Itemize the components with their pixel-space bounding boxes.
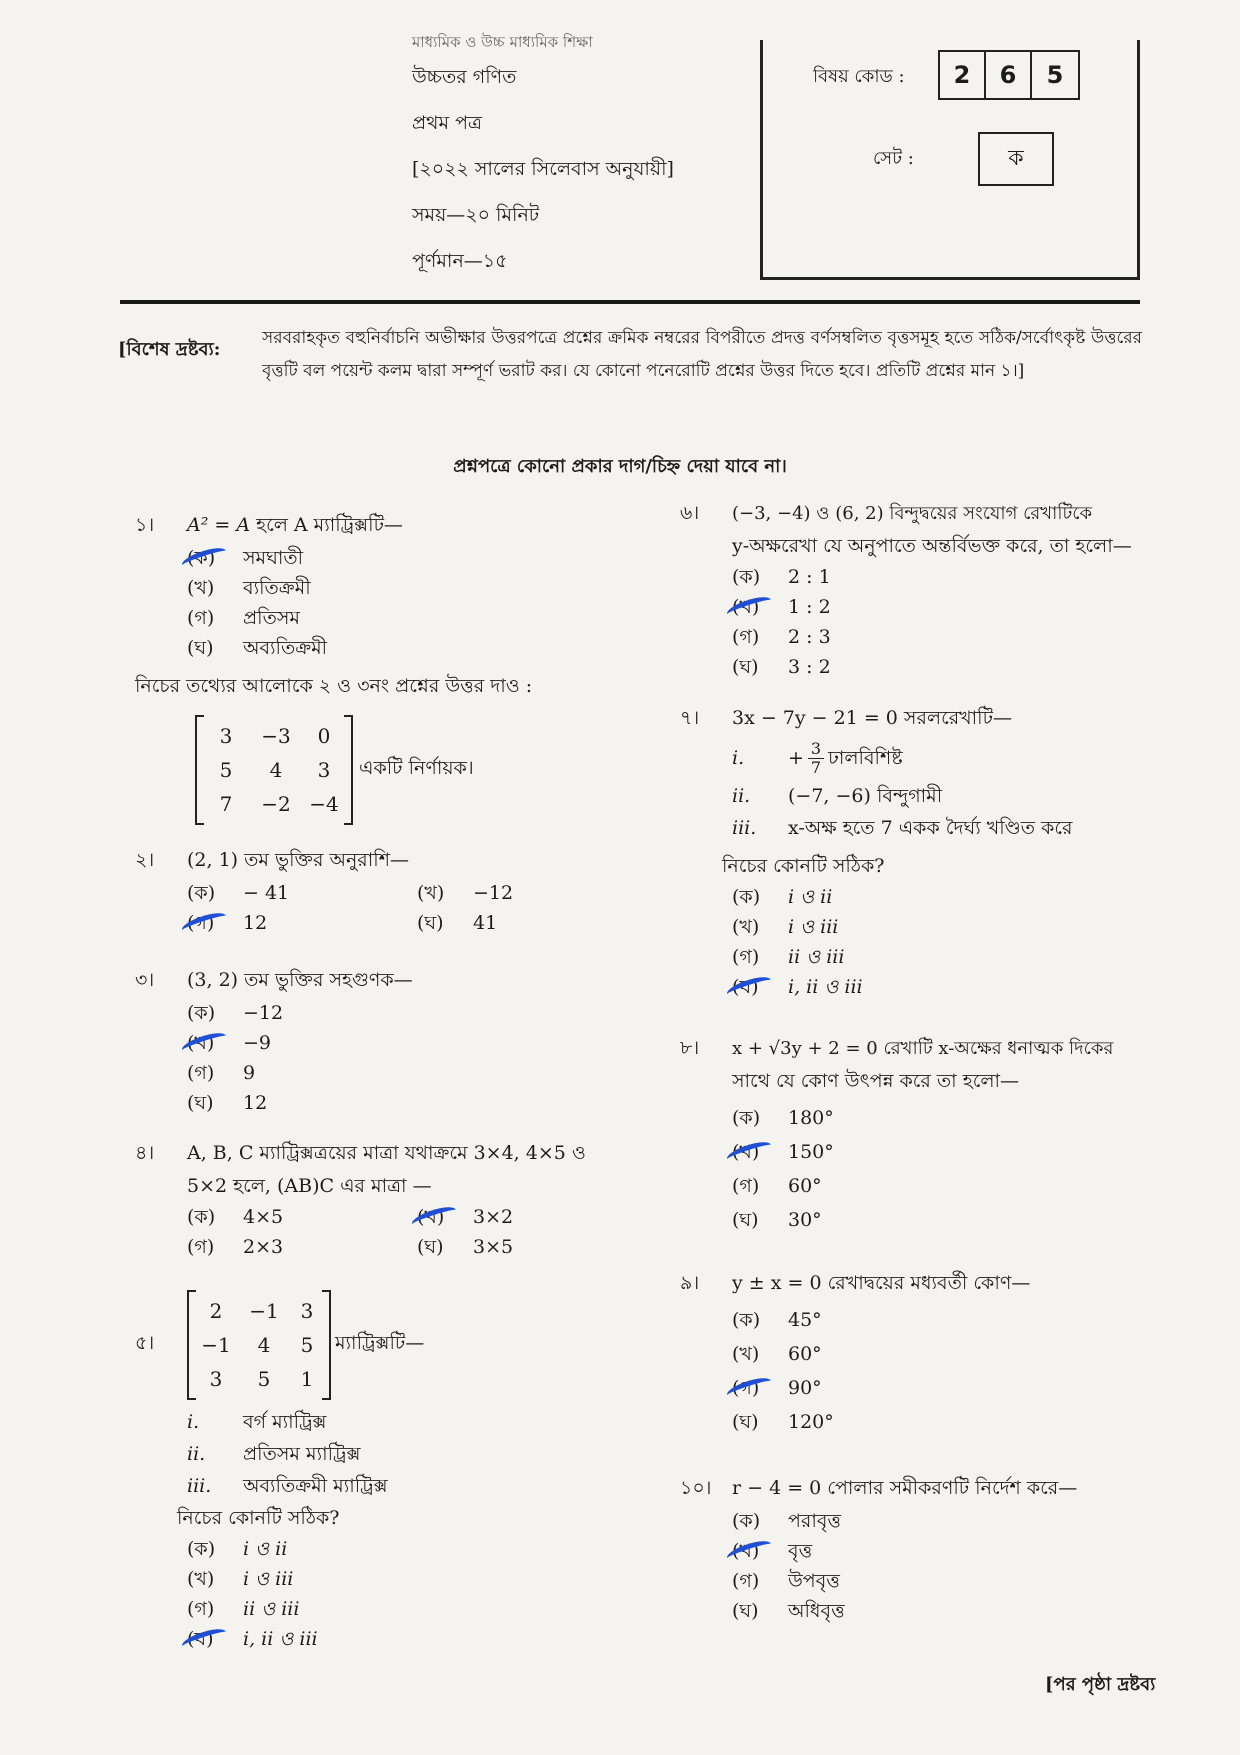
question-stem-cont: সাথে যে কোণ উৎপন্ন করে তা হলো— [732,1070,1020,1092]
question-5: ৫। 2 −1 3 −1 4 5 3 5 1 ম্যাট্রিক্সটি— i. বর্গ ম্যাট্রিক্স ii. প্রতিসম ম্যাট্রিক্স iii. অব্যতিক্রমী ম্যাট্রিক্স নিচের কোনটি সঠিক? (ক) i ও ii (খ) i ও iii (গ) ii ও iii (ঘ) i, ii ও iii [135,1290,424,1654]
option-a[interactable]: (ক) পরাবৃত্ত [732,1510,842,1532]
statement-ii: ii. প্রতিসম ম্যাট্রিক্স [187,1443,361,1465]
option-b[interactable]: (খ) 60° [732,1343,822,1365]
determinant-matrix: 3 −3 0 5 4 3 7 −2 −4 [195,715,353,825]
option-d[interactable]: (ঘ) i, ii ও iii [732,972,1072,1002]
option-c[interactable]: (গ) 2×3 [187,1236,284,1258]
code-digit: 2 [940,52,986,98]
option-a[interactable]: (ক) 180° [732,1107,834,1129]
notice-text: সরবরাহকৃত বহুনির্বাচনি অভীক্ষার উত্তরপত্রে প্রশ্নের ক্রমিক নম্বরের বিপরীতে প্রদত্ত বর্ণসম্বলিত বৃত্তসমূহ হতে সঠিক/সর্বোৎকৃষ্ট উত্তরের বৃত্তটি বল পয়েন্ট কলম দ্বারা সম্পূর্ণ ভরাট কর। যে কোনো পনেরোটি প্রশ্নের উত্তর দিতে হবে। প্রতিটি প্রশ্নের মান ১।] [262,328,1142,381]
which-correct: নিচের কোনটি সঠিক? [177,1507,340,1529]
option-b[interactable]: (খ) 3×2 [417,1202,617,1232]
paper-name: প্রথম পত্র [412,112,482,134]
option-c[interactable]: (গ) প্রতিসম [187,607,300,629]
option-b[interactable]: (খ) বৃত্ত [732,1536,1077,1566]
subject-code-box [760,40,1140,280]
question-1 [135,510,403,663]
option-c[interactable]: (গ) 2 : 3 [732,626,831,648]
question-stem: 3x − 7y − 21 = 0 সরলরেখাটি— [732,707,1012,729]
option-d[interactable]: (ঘ) 30° [732,1209,822,1231]
option-c[interactable]: (গ) উপবৃত্ত [732,1570,840,1592]
question-stem: ম্যাট্রিক্সটি— [335,1332,425,1354]
option-c[interactable]: (গ) ii ও iii [187,1598,300,1620]
question-8: ৮। x + √3y + 2 = 0 রেখাটি x-অক্ষের ধনাত্মক দিকের সাথে যে কোণ উৎপন্ন করে তা হলো— (ক) 180° (খ) 150° (গ) 60° (ঘ) 30° [680,1033,1113,1239]
question-stem: হলে A ম্যাট্রিক্সটি— [250,514,403,536]
which-correct: নিচের কোনটি সঠিক? [722,855,885,877]
option-b[interactable]: (খ) −9 [187,1028,413,1058]
question-3: ৩। (3, 2) তম ভুক্তির সহগুণক— (ক) −12 (খ) −9 (গ) 9 (ঘ) 12 [135,965,413,1118]
option-c[interactable]: (গ) 12 [187,908,417,938]
question-stem: r − 4 = 0 পোলার সমীকরণটি নির্দেশ করে— [732,1477,1078,1499]
question-9: ৯। y ± x = 0 রেখাদ্বয়ের মধ্যবর্তী কোণ— (ক) 45° (খ) 60° (গ) 90° (ঘ) 120° [680,1268,1030,1441]
option-c[interactable]: (গ) ii ও iii [732,946,845,968]
header-divider [120,300,1140,304]
determinant-block [195,715,474,825]
option-d[interactable]: (ঘ) 120° [732,1411,834,1433]
option-a[interactable]: (ক) i ও ii [732,886,833,908]
question-math: A² = A [187,514,251,536]
option-b[interactable]: (খ) 1 : 2 [732,592,1132,622]
option-b[interactable]: (খ) −12 [417,882,514,904]
question-stem-cont: 5×2 হলে, (AB)C এর মাত্রা — [187,1175,432,1197]
question-matrix: 2 −1 3 −1 4 5 3 5 1 [187,1290,331,1400]
option-a[interactable]: (ক) 2 : 1 [732,566,831,588]
option-d[interactable]: (ঘ) i, ii ও iii [187,1624,424,1654]
option-c[interactable]: (গ) 90° [732,1373,1030,1407]
option-d[interactable]: (ঘ) অধিবৃত্ত [732,1600,845,1622]
question-6: ৬। (−3, −4) ও (6, 2) বিন্দুদ্বয়ের সংযোগ রেখাটিকে y-অক্ষরেখা যে অনুপাতে অন্তর্বিভক্ত করে, তা হলো— (ক) 2 : 1 (খ) 1 : 2 (গ) 2 : 3 (ঘ) 3 : 2 [680,498,1132,682]
option-c[interactable]: (গ) 9 [187,1062,256,1084]
question-stem: (−3, −4) ও (6, 2) বিন্দুদ্বয়ের সংযোগ রেখাটিকে [732,503,1093,524]
determinant-caption: একটি নির্ণায়ক। [359,757,474,779]
option-c[interactable]: (গ) 60° [732,1175,822,1197]
info-intro: নিচের তথ্যের আলোকে ২ ও ৩নং প্রশ্নের উত্তর দাও : [135,675,533,697]
question-2: ২। (2, 1) তম ভুক্তির অনুরাশি— (ক) − 41 (খ) −12 (গ) 12 (ঘ) 41 [135,845,617,938]
question-stem: (2, 1) তম ভুক্তির অনুরাশি— [187,849,409,871]
statement-iii: iii. অব্যতিক্রমী ম্যাট্রিক্স [187,1475,388,1497]
statement-i: i. + $\frac{3}{7}$ ঢালবিশিষ্ট [732,738,903,777]
option-a[interactable]: (ক) 4×5 [187,1206,284,1228]
question-stem-cont: y-অক্ষরেখা যে অনুপাতে অন্তর্বিভক্ত করে, তা হলো— [732,535,1132,557]
set-label: সেট : [873,148,914,169]
board-name: মাধ্যমিক ও উচ্চ মাধ্যমিক শিক্ষা [412,33,593,51]
question-4: ৪। A, B, C ম্যাট্রিক্সত্রয়ের মাত্রা যথাক্রমে 3×4, 4×5 ও 5×2 হলে, (AB)C এর মাত্রা — (ক) 4×5 (খ) 3×2 (গ) 2×3 (ঘ) 3×5 [135,1138,617,1262]
subject-code-label: বিষয় কোড : [813,66,905,87]
option-b[interactable]: (খ) i ও iii [732,916,839,938]
option-a[interactable]: (ক) −12 [187,1002,284,1024]
code-digit: 6 [986,52,1032,98]
option-d[interactable]: (ঘ) 3×5 [417,1236,514,1258]
option-d[interactable]: (ঘ) অব্যতিক্রমী [187,637,328,659]
question-stem: A, B, C ম্যাট্রিক্সত্রয়ের মাত্রা যথাক্রমে 3×4, 4×5 ও [187,1142,586,1164]
option-b[interactable]: (খ) 150° [732,1137,1113,1171]
syllabus-note: [২০২২ সালের সিলেবাস অনুযায়ী] [412,158,674,180]
time-limit: সময়—২০ মিনিট [412,204,540,226]
question-number: ১। [135,514,155,536]
question-7: ৭। 3x − 7y − 21 = 0 সরলরেখাটি— i. + $\frac{3}{7}$ ঢালবিশিষ্ট ii. (−7, −6) বিন্দুগামী iii. x-অক্ষ হতে 7 একক দৈর্ঘ্য খণ্ডিত করে নিচের কোনটি সঠিক? (ক) i ও ii (খ) i ও iii (গ) ii ও iii (ঘ) i, ii ও iii [680,703,1072,1002]
question-stem: x + √3y + 2 = 0 রেখাটি x-অক্ষের ধনাত্মক দিকের [732,1038,1114,1059]
subject-name: উচ্চতর গণিত [412,66,517,88]
notice-label: [বিশেষ দ্রষ্টব্য: [118,339,221,360]
subject-code-digits [938,50,1080,100]
question-10: ১০। r − 4 = 0 পোলার সমীকরণটি নির্দেশ করে— (ক) পরাবৃত্ত (খ) বৃত্ত (গ) উপবৃত্ত (ঘ) অধিবৃত্ত [680,1473,1077,1626]
option-d[interactable]: (ঘ) 3 : 2 [732,656,831,678]
code-digit: 5 [1046,61,1064,89]
set-value: ক [978,132,1054,186]
full-marks: পূর্ণমান—১৫ [412,250,508,272]
next-page-note: [পর পৃষ্ঠা দ্রষ্টব্য [1045,1674,1156,1695]
option-d[interactable]: (ঘ) 41 [417,912,498,934]
warning-text: প্রশ্নপত্রে কোনো প্রকার দাগ/চিহ্ন দেয়া যাবে না। [453,456,787,477]
option-b[interactable]: (খ) i ও iii [187,1568,294,1590]
option-a[interactable]: (ক) 45° [732,1309,822,1331]
header-info [412,30,674,284]
statement-i: i. বর্গ ম্যাট্রিক্স [187,1411,327,1433]
statement-ii: ii. (−7, −6) বিন্দুগামী [732,785,943,807]
question-stem: (3, 2) তম ভুক্তির সহগুণক— [187,969,413,991]
option-a[interactable]: (ক) সমঘাতী [187,543,403,573]
option-b[interactable]: (খ) ব্যতিক্রমী [187,577,311,599]
option-d[interactable]: (ঘ) 12 [187,1092,268,1114]
option-a[interactable]: (ক) − 41 [187,882,290,904]
option-a[interactable]: (ক) i ও ii [187,1538,288,1560]
question-stem: y ± x = 0 রেখাদ্বয়ের মধ্যবর্তী কোণ— [732,1272,1031,1294]
statement-iii: iii. x-অক্ষ হতে 7 একক দৈর্ঘ্য খণ্ডিত করে [732,817,1073,839]
